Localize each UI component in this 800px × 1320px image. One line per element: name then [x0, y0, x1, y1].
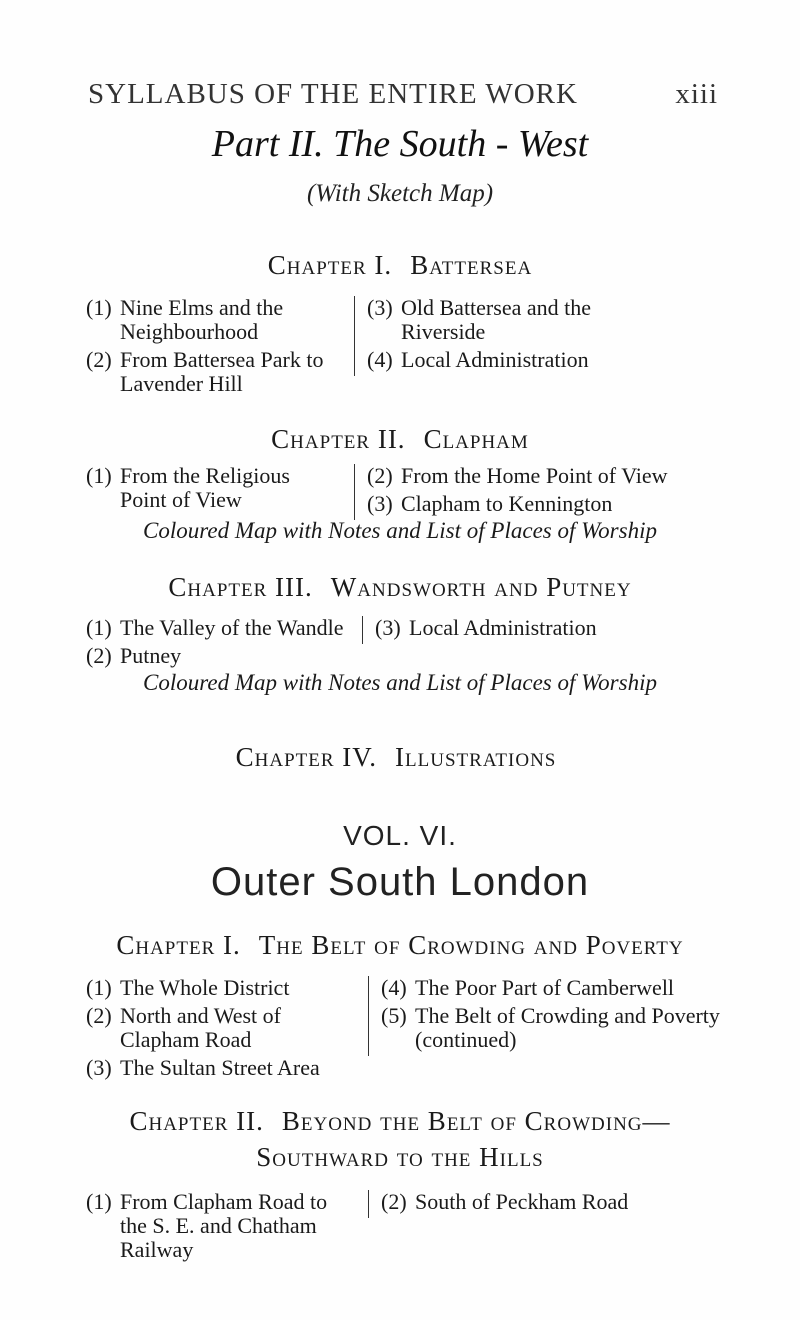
chapter-left-column — [86, 616, 346, 672]
part-title: Part II. The South - West — [211, 123, 589, 165]
chapter-heading — [0, 930, 800, 961]
list-item — [367, 464, 727, 488]
item-text: Old Battersea and the Riverside — [401, 295, 591, 344]
item-number: (3) — [367, 295, 393, 320]
item-number: (1) — [86, 463, 112, 488]
list-item — [86, 296, 326, 344]
chapter-heading — [0, 1106, 800, 1137]
item-number: (4) — [367, 347, 393, 372]
list-item — [86, 976, 356, 1000]
item-number: (3) — [367, 491, 393, 516]
chapter-name: The Belt of Crowding and Poverty — [258, 930, 684, 960]
list-item — [86, 1190, 356, 1262]
item-text: Nine Elms and the Neighbourhood — [120, 295, 284, 344]
list-item — [381, 1004, 721, 1052]
item-text: From Battersea Park to Lavender Hill — [120, 347, 324, 396]
item-number: (1) — [86, 975, 112, 1000]
item-text: Local Administration — [409, 615, 597, 640]
item-number: (2) — [367, 463, 393, 488]
chapter-name: Illustrations — [395, 742, 557, 772]
item-text: The Sultan Street Area — [120, 1055, 320, 1080]
list-item — [381, 976, 721, 1000]
chapter-note: Coloured Map with Notes and List of Places of Worship — [143, 670, 657, 695]
part-subtitle: (With Sketch Map) — [306, 180, 494, 207]
chapter-label: Chapter IV. — [235, 742, 378, 772]
item-text: Clapham to Kennington — [401, 491, 613, 516]
page-number: xiii — [675, 78, 718, 110]
volume-label: VOL. VI. — [343, 820, 457, 851]
chapter-right-column — [368, 1190, 681, 1218]
chapter-right-column — [354, 296, 667, 376]
item-text: The Poor Part of Camberwell — [415, 975, 675, 1000]
list-item — [375, 616, 675, 640]
chapter-name: Wandsworth and Putney — [330, 572, 632, 602]
chapter-label: Chapter II. — [271, 424, 406, 454]
item-text: From the Home Point of View — [401, 463, 668, 488]
item-text: Putney — [120, 643, 182, 668]
chapter-name: Beyond the Belt of Crowding— — [281, 1106, 671, 1136]
item-text: From Clapham Road to the S. E. and Chatham Railway — [120, 1189, 328, 1262]
item-number: (2) — [86, 347, 112, 372]
item-text: North and West of Clapham Road — [120, 1003, 281, 1052]
running-head-title: SYLLABUS OF THE ENTIRE WORK — [88, 78, 578, 110]
chapter-heading — [0, 572, 800, 603]
chapter-right-column — [354, 464, 727, 520]
running-head — [88, 78, 718, 111]
chapter-heading-line-2: Southward to the Hills — [256, 1142, 544, 1172]
item-number: (1) — [86, 1189, 112, 1214]
list-item — [367, 348, 667, 372]
chapter-left-column — [86, 1190, 356, 1266]
list-item — [86, 1056, 356, 1080]
chapter-left-column — [86, 296, 326, 400]
chapter-name: Clapham — [423, 424, 529, 454]
item-text: The Valley of the Wandle — [120, 615, 344, 640]
list-item — [86, 644, 346, 668]
item-number: (3) — [375, 615, 401, 640]
item-number: (4) — [381, 975, 407, 1000]
chapter-right-column — [368, 976, 721, 1056]
chapter-right-column — [362, 616, 675, 644]
list-item — [86, 348, 326, 396]
chapter-heading — [0, 250, 800, 281]
chapter-heading — [0, 424, 800, 455]
list-item — [86, 616, 346, 640]
item-number: (5) — [381, 1003, 407, 1028]
item-text: The Whole District — [120, 975, 290, 1000]
chapter-note: Coloured Map with Notes and List of Places of Worship — [143, 518, 657, 543]
chapter-label: Chapter I. — [267, 250, 393, 280]
item-text: From the Religious Point of View — [120, 463, 290, 512]
list-item — [86, 1004, 356, 1052]
chapter-label: Chapter II. — [129, 1106, 264, 1136]
item-number: (2) — [86, 1003, 112, 1028]
item-number: (3) — [86, 1055, 112, 1080]
list-item — [381, 1190, 681, 1214]
item-number: (1) — [86, 615, 112, 640]
chapter-left-column — [86, 464, 341, 516]
chapter-heading — [0, 742, 796, 773]
item-number: (1) — [86, 295, 112, 320]
chapter-label: Chapter I. — [116, 930, 241, 960]
item-number: (2) — [381, 1189, 407, 1214]
item-text: The Belt of Crowding and Poverty (continued) — [415, 1003, 720, 1052]
list-item — [367, 296, 667, 344]
list-item — [367, 492, 727, 516]
chapter-name: Battersea — [410, 250, 533, 280]
item-text: Local Administration — [401, 347, 589, 372]
item-text: South of Peckham Road — [415, 1189, 629, 1214]
chapter-label: Chapter III. — [168, 572, 313, 602]
list-item — [86, 464, 341, 512]
volume-title: Outer South London — [210, 860, 590, 904]
chapter-left-column — [86, 976, 356, 1084]
item-number: (2) — [86, 643, 112, 668]
